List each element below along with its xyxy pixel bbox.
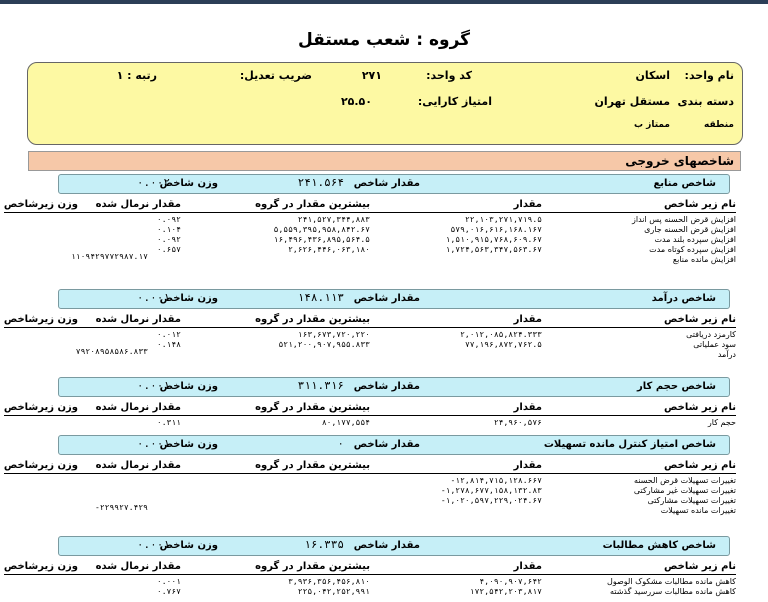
index-value-label: مقدار شاخص (353, 439, 420, 450)
row-sub-name: افزایش قرض الحسنه پس انداز (631, 215, 736, 224)
col-header-normalized: مقدار نرمال شده (95, 561, 181, 572)
col-header-max: بیشترین مقدار در گروه (255, 460, 370, 471)
row-sub-name: افزایش سپرده کوتاه مدت (649, 245, 736, 254)
report-title: گروه : شعب مستقل (297, 30, 471, 50)
group-total-value: ۱۱۰۹۴۲۹۷۷۲۹۸۷.۱۷ (70, 252, 148, 261)
row-sub-name: تغییرات تسهیلات مشارکتی (647, 496, 736, 505)
col-header-sub-name: نام زیر شاخص (664, 314, 736, 325)
index-weight-label: وزن شاخص (159, 293, 218, 304)
output-section-header (28, 151, 741, 171)
header-divider (4, 473, 736, 474)
row-sub-name: تغییرات تسهیلات قرض الحسنه (633, 476, 736, 485)
col-header-max: بیشترین مقدار در گروه (255, 402, 370, 413)
index-value: ۳۱۱.۳۱۶ (297, 379, 344, 392)
row-amount: ۲,۰۱۲,۰۸۵,۸۲۴.۳۳۳ (460, 330, 542, 339)
group-total-value: -۲۲۹۹۲۷.۴۲۹ (95, 503, 148, 512)
row-normalized: ۰.۷۶۷ (156, 587, 181, 596)
col-header-sub-name: نام زیر شاخص (664, 460, 736, 471)
index-weight: ۰.۰۰۱ (136, 437, 170, 450)
col-header-amount: مقدار (513, 460, 542, 471)
efficiency-value: ۲۵.۵۰ (340, 95, 372, 108)
index-value: ۰ (337, 437, 344, 450)
index-name: شاخص امتیاز کنترل مانده تسهیلات (543, 439, 716, 450)
row-amount: ۷۷,۱۹۶,۸۷۲,۷۶۲.۵ (464, 340, 542, 349)
index-value: ۱۶.۳۳۵ (304, 538, 344, 551)
index-value-label: مقدار شاخص (353, 178, 420, 189)
row-amount: -۱۲,۸۱۴,۷۱۵,۱۲۸.۶۶۷ (450, 476, 542, 485)
header-divider (4, 212, 736, 213)
index-value: ۱۴۸.۱۱۳ (297, 291, 344, 304)
row-sub-name: حجم کار (707, 418, 736, 427)
row-sub-name: افزایش سپرده بلند مدت (654, 235, 736, 244)
row-amount: ۱۷۲,۵۴۲,۲۰۳,۸۱۷ (469, 587, 542, 596)
col-header-max: بیشترین مقدار در گروه (255, 199, 370, 210)
row-max: ۵۲۱,۲۰۰,۹۰۷,۹۵۵.۸۳۳ (278, 340, 370, 349)
col-header-sub-name: نام زیر شاخص (664, 199, 736, 210)
index-weight: ۰.۰۰۱ (136, 379, 170, 392)
col-header-sub-weight: وزن زیرشاخص (3, 561, 78, 572)
row-max: ۲۴۱,۵۲۷,۳۴۴,۸۸۳ (297, 215, 370, 224)
row-amount: ۱,۷۲۴,۵۶۳,۳۴۷,۵۶۳.۶۷ (445, 245, 542, 254)
efficiency-label: امتیاز کارایی: (417, 95, 492, 108)
col-header-amount: مقدار (513, 314, 542, 325)
category-label: دسته بندی (677, 95, 734, 108)
row-max: ۳,۹۳۶,۳۵۶,۴۵۶,۸۱۰ (288, 577, 370, 586)
index-weight-label: وزن شاخص (159, 381, 218, 392)
row-normalized: ۰.۰۰۱ (156, 577, 181, 586)
header-divider (4, 574, 736, 575)
row-amount: ۱,۵۱۰,۹۱۵,۷۶۸,۶۰۹.۶۷ (445, 235, 542, 244)
unit-info-box (27, 62, 743, 145)
index-weight-label: وزن شاخص (159, 178, 218, 189)
index-name: شاخص منابع (653, 178, 716, 189)
row-max: ۸۰,۱۷۷,۵۵۴ (321, 418, 370, 427)
category-value: مستقل تهران (594, 95, 670, 108)
group-total-label: تغییرات مانده تسهیلات (660, 506, 736, 515)
row-amount: -۱,۰۲۰,۵۹۷,۲۲۹,۰۲۴.۶۷ (440, 496, 542, 505)
index-value-label: مقدار شاخص (353, 540, 420, 551)
index-value-label: مقدار شاخص (353, 293, 420, 304)
row-sub-name: کاهش مانده مطالبات مشکوک الوصول (607, 577, 736, 586)
row-normalized: ۰.۶۵۷ (156, 245, 181, 254)
row-amount: ۲۴,۹۶۰,۵۷۶ (493, 418, 542, 427)
row-amount: ۵۷۹,۰۱۶,۶۱۶,۱۶۸.۱۶۷ (450, 225, 542, 234)
header-divider (4, 415, 736, 416)
index-name: شاخص حجم کار (637, 381, 716, 392)
row-sub-name: کارمزد دریافتی (686, 330, 736, 339)
output-section-title: شاخصهای خروجی (625, 154, 734, 168)
col-header-sub-weight: وزن زیرشاخص (3, 460, 78, 471)
col-header-sub-weight: وزن زیرشاخص (3, 314, 78, 325)
index-weight: ۰.۰۰۱ (136, 538, 170, 551)
col-header-sub-weight: وزن زیرشاخص (3, 402, 78, 413)
row-normalized: ۰.۰۹۲ (156, 215, 181, 224)
region-label: منطقه (704, 120, 734, 130)
row-sub-name: کاهش مانده مطالبات سررسید گذشته (610, 587, 736, 596)
row-max: ۱۶,۴۹۶,۴۳۶,۸۹۵,۵۶۴.۵ (273, 235, 370, 244)
rank-text: رتبه : ۱ (116, 69, 157, 82)
index-value-label: مقدار شاخص (353, 381, 420, 392)
col-header-amount: مقدار (513, 199, 542, 210)
col-header-normalized: مقدار نرمال شده (95, 314, 181, 325)
col-header-normalized: مقدار نرمال شده (95, 460, 181, 471)
col-header-max: بیشترین مقدار در گروه (255, 561, 370, 572)
row-max: ۲,۶۲۶,۴۴۶,۰۶۳,۱۸۰ (288, 245, 370, 254)
row-max: ۱۶۳,۶۷۳,۷۲۰,۲۲۰ (297, 330, 370, 339)
index-value: ۲۴۱.۵۶۴ (297, 176, 344, 189)
top-strip (0, 0, 768, 4)
group-total-label: افزایش مانده منابع (672, 255, 736, 264)
index-weight-label: وزن شاخص (159, 439, 218, 450)
col-header-amount: مقدار (513, 561, 542, 572)
col-header-normalized: مقدار نرمال شده (95, 402, 181, 413)
col-header-sub-name: نام زیر شاخص (664, 402, 736, 413)
row-amount: -۱,۲۷۸,۶۷۷,۱۵۸,۱۳۲.۸۳ (440, 486, 542, 495)
col-header-amount: مقدار (513, 402, 542, 413)
region-value: ممتاز ب (633, 120, 670, 130)
col-header-sub-name: نام زیر شاخص (664, 561, 736, 572)
row-sub-name: تغییرات تسهیلات غیر مشارکتی (633, 486, 736, 495)
row-normalized: ۰.۱۰۴ (156, 225, 181, 234)
unit-code-label: کد واحد: (426, 69, 472, 82)
col-header-max: بیشترین مقدار در گروه (255, 314, 370, 325)
row-max: ۲۲۵,۰۴۲,۲۵۲,۹۹۱ (297, 587, 370, 596)
row-max: ۵,۵۵۹,۳۹۵,۹۵۸,۸۴۲.۶۷ (273, 225, 370, 234)
index-weight: ۰.۰۰۲ (136, 176, 170, 189)
row-amount: ۴,۰۹۰,۹۰۷,۶۴۲ (479, 577, 542, 586)
row-amount: ۲۲,۱۰۳,۲۷۱,۷۱۹.۵ (464, 215, 542, 224)
row-sub-name: افزایش قرض الحسنه جاری (644, 225, 736, 234)
unit-name-value: اسکان (635, 69, 670, 82)
group-total-value: ۷۹۲۰۸۹۵۸۵۸۶.۸۳۳ (75, 347, 148, 356)
index-weight-label: وزن شاخص (159, 540, 218, 551)
header-divider (4, 327, 736, 328)
row-normalized: ۰.۰۹۲ (156, 235, 181, 244)
row-normalized: ۰.۰۱۲ (156, 330, 181, 339)
row-sub-name: سود عملیاتی (693, 340, 736, 349)
row-normalized: ۰.۳۱۱ (156, 418, 181, 427)
index-weight: ۰.۰۰۱ (136, 291, 170, 304)
unit-name-label: نام واحد: (684, 69, 734, 82)
row-normalized: ۰.۱۴۸ (156, 340, 181, 349)
index-name: شاخص درآمد (651, 293, 716, 304)
unit-code-value: ۲۷۱ (361, 69, 382, 82)
group-total-label: درآمد (717, 350, 736, 359)
index-name: شاخص کاهش مطالبات (602, 540, 716, 551)
adjust-coef-label: ضریب تعدیل: (239, 69, 312, 82)
col-header-sub-weight: وزن زیرشاخص (3, 199, 78, 210)
col-header-normalized: مقدار نرمال شده (95, 199, 181, 210)
